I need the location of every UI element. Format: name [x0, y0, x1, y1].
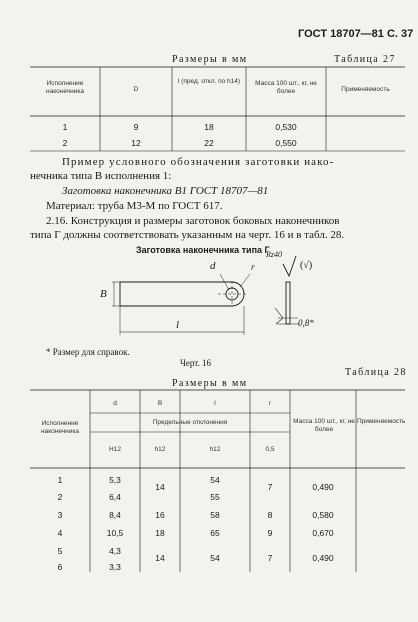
- t28-r3-exec: 3: [57, 510, 63, 520]
- t28-r3-d: 8,4: [109, 510, 121, 520]
- t28-r1-l: 54: [210, 475, 220, 485]
- table27-units: Размеры в мм: [172, 54, 248, 65]
- example-heading: Пример условного обозначения заготовки нако-: [62, 156, 335, 168]
- t27-col-D: D: [133, 86, 139, 93]
- footnote: * Размер для справок.: [46, 347, 130, 357]
- t28-tol-B: h12: [154, 446, 166, 453]
- t28-r56-mass: 0,490: [312, 553, 334, 563]
- t28-r6-d: 3,3: [109, 562, 121, 572]
- table27-label: Таблица 27: [334, 54, 396, 65]
- t28-col-d: d: [113, 400, 117, 407]
- t27-r2-exec: 2: [62, 138, 68, 148]
- table28-units: Размеры в мм: [172, 378, 248, 389]
- t28-tol-l: h12: [209, 446, 221, 453]
- example-designation: Заготовка наконечника В1 ГОСТ 18707—81: [62, 185, 269, 197]
- t28-tolerances: Предельные отклонения: [152, 419, 228, 426]
- t27-r2-mass: 0,550: [275, 138, 297, 148]
- clause-2-16-line1: 2.16. Конструкция и размеры заготовок боковых наконечников: [46, 215, 340, 227]
- t28-col-r: r: [268, 400, 272, 407]
- t28-r56-r: 7: [267, 553, 273, 563]
- t28-r4-mass: 0,670: [312, 528, 334, 538]
- roughness-value: Rz40: [266, 250, 282, 259]
- t28-r4-l: 65: [210, 528, 220, 538]
- t27-r1-D: 9: [133, 122, 139, 132]
- t27-col-l: l (пред. откл. по h14): [177, 78, 241, 85]
- figure-caption: Черт. 16: [180, 358, 211, 368]
- t28-tol-r: 0,5: [265, 446, 275, 453]
- drawing-label-r: r: [251, 262, 255, 272]
- t28-tol-d: H12: [109, 446, 121, 453]
- clause-2-16-line2: типа Г должны соответствовать указанным на черт. 16 и в табл. 28.: [30, 229, 345, 241]
- t28-r12-r: 7: [267, 482, 273, 492]
- t27-col-use: Применяемость: [341, 86, 390, 93]
- drawing-plate: [112, 256, 300, 335]
- t27-r1-l: 18: [204, 122, 214, 132]
- t28-r4-d: 10,5: [106, 528, 124, 538]
- t28-col-l: l: [214, 400, 216, 407]
- t28-col-exec: Исполнение наконечника: [41, 420, 79, 435]
- t28-r2-exec: 2: [57, 492, 63, 502]
- t28-r1-d: 5,3: [109, 475, 121, 485]
- figure-title: Заготовка наконечника типа Г: [136, 245, 270, 255]
- t28-r5-exec: 5: [57, 546, 63, 556]
- t28-col-mass: Масса 100 шт., кг, не более: [293, 418, 355, 433]
- t28-r3-B: 16: [155, 510, 165, 520]
- t28-col-use: Применяемость: [357, 418, 406, 425]
- roughness-symbol: (√): [300, 260, 313, 271]
- t28-r3-l: 58: [210, 510, 220, 520]
- thickness-label: 0,8*: [298, 318, 314, 328]
- t27-col-exec: Исполнение наконечника: [46, 80, 84, 95]
- t28-r5-d: 4,3: [109, 546, 121, 556]
- t28-r1-exec: 1: [57, 475, 63, 485]
- t28-r56-B: 14: [155, 553, 165, 563]
- drawing-label-l: l: [176, 319, 180, 331]
- t28-r2-d: 6,4: [109, 492, 121, 502]
- t27-col-mass: Масса 100 шт., кг, не более: [255, 80, 317, 95]
- t28-r3-r: 8: [267, 510, 273, 520]
- t28-r12-mass: 0,490: [312, 482, 334, 492]
- example-continuation: нечника типа В исполнения 1:: [30, 170, 172, 182]
- t28-r4-exec: 4: [57, 528, 63, 538]
- drawing-label-d: d: [210, 260, 216, 272]
- drawing-label-B: B: [100, 288, 107, 300]
- t27-r1-exec: 1: [62, 122, 68, 132]
- table28-label: Таблица 28: [345, 367, 407, 378]
- t28-r3-mass: 0,580: [312, 510, 334, 520]
- t27-r2-l: 22: [204, 138, 214, 148]
- t28-col-B: B: [157, 400, 163, 407]
- t28-r4-B: 18: [155, 528, 165, 538]
- t27-r1-mass: 0,530: [275, 122, 297, 132]
- material-text: Материал: труба М3-М по ГОСТ 617.: [46, 200, 223, 212]
- t28-r4-r: 9: [267, 528, 273, 538]
- t28-r12-B: 14: [155, 482, 165, 492]
- t28-r6-exec: 6: [57, 562, 63, 572]
- t28-r56-l: 54: [210, 553, 220, 563]
- t27-r2-D: 12: [131, 138, 141, 148]
- t28-r2-l: 55: [210, 492, 220, 502]
- page-header: ГОСТ 18707—81 С. 37: [298, 28, 414, 40]
